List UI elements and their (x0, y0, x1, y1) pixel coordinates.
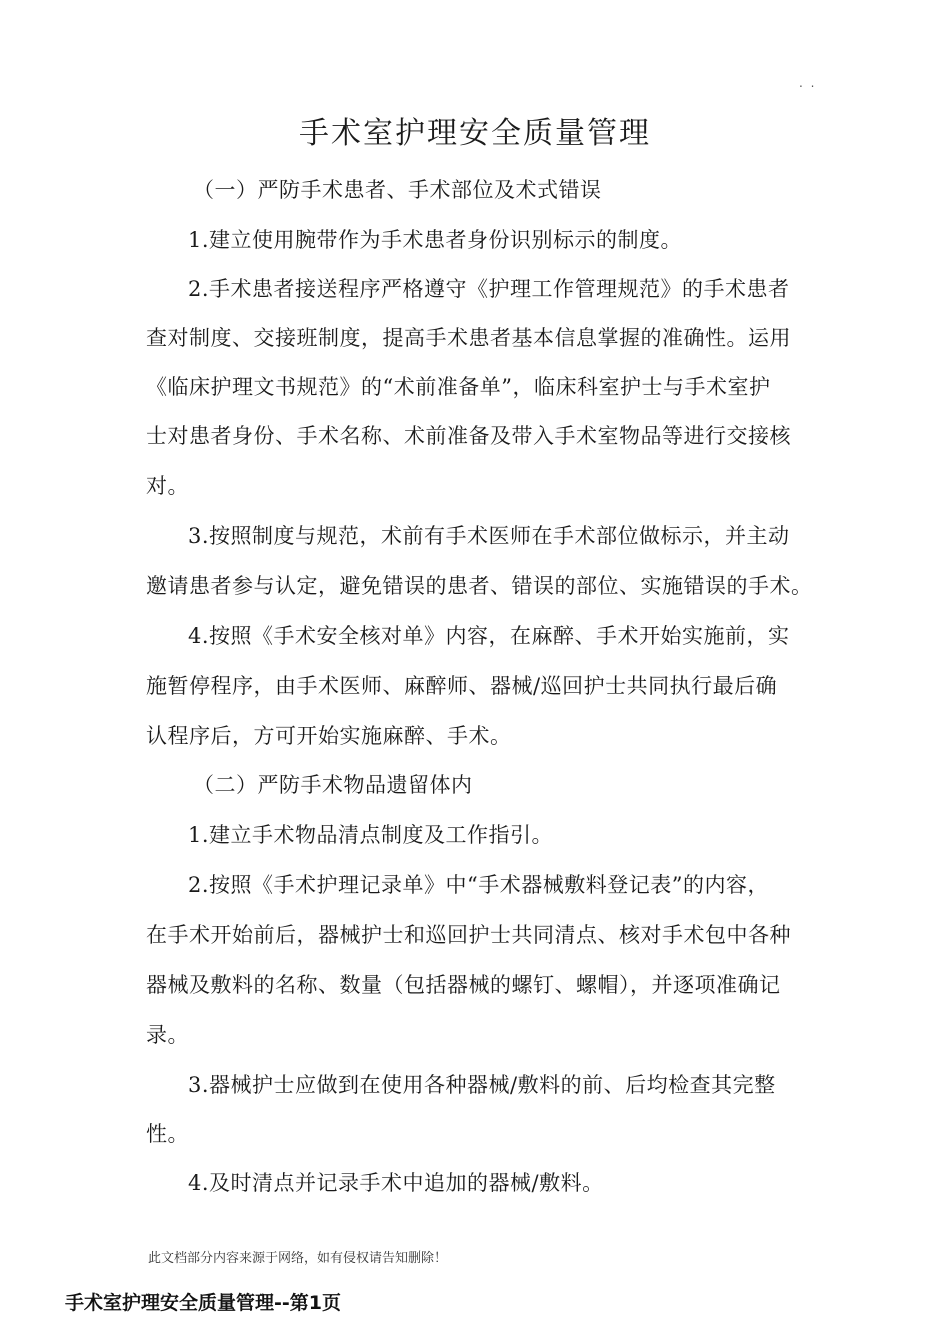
paragraph-line: 施暂停程序，由手术医师、麻醉师、器械/巡回护士共同执行最后确 (146, 674, 778, 698)
paragraph-line: 3.器械护士应做到在使用各种器械/敷料的前、后均检查其完整 (188, 1073, 776, 1097)
paragraph-line: 2.手术患者接送程序严格遵守《护理工作管理规范》的手术患者 (188, 277, 790, 301)
section-heading: （二）严防手术物品遗留体内 (193, 773, 473, 797)
paragraph-line: 录。 (146, 1023, 189, 1047)
section-heading: （一）严防手术患者、手术部位及术式错误 (193, 178, 602, 202)
paragraph-line: 查对制度、交接班制度，提高手术患者基本信息掌握的准确性。运用 (146, 326, 791, 350)
paragraph-line: 1.建立使用腕带作为手术患者身份识别标示的制度。 (188, 228, 683, 252)
paragraph-line: 在手术开始前后，器械护士和巡回护士共同清点、核对手术包中各种 (146, 923, 791, 947)
paragraph-line: 对。 (146, 474, 189, 498)
document-title: 手术室护理安全质量管理 (299, 116, 651, 151)
page-footer-label: 手术室护理安全质量管理--第1页 (65, 1292, 341, 1314)
paragraph-line: 性。 (146, 1122, 189, 1146)
footer-disclaimer: 此文档部分内容来源于网络，如有侵权请告知删除！ (148, 1251, 448, 1266)
paragraph-line: 4.及时清点并记录手术中追加的器械/敷料。 (188, 1171, 604, 1195)
corner-mark: . . (799, 76, 817, 90)
paragraph-line: 认程序后，方可开始实施麻醉、手术。 (146, 724, 512, 748)
paragraph-line: 3.按照制度与规范，术前有手术医师在手术部位做标示，并主动 (188, 524, 790, 548)
paragraph-line: 1.建立手术物品清点制度及工作指引。 (188, 823, 554, 847)
paragraph-line: 邀请患者参与认定，避免错误的患者、错误的部位、实施错误的手术。 (146, 574, 813, 598)
paragraph-line: 4.按照《手术安全核对单》内容，在麻醉、手术开始实施前，实 (188, 624, 790, 648)
paragraph-line: 士对患者身份、手术名称、术前准备及带入手术室物品等进行交接核 (146, 424, 791, 448)
paragraph-line: 器械及敷料的名称、数量（包括器械的螺钉、螺帽），并逐项准确记 (146, 973, 781, 997)
paragraph-line: 《临床护理文书规范》的“术前准备单”，临床科室护士与手术室护 (146, 375, 771, 399)
paragraph-line: 2.按照《手术护理记录单》中“手术器械敷料登记表”的内容， (188, 873, 770, 897)
